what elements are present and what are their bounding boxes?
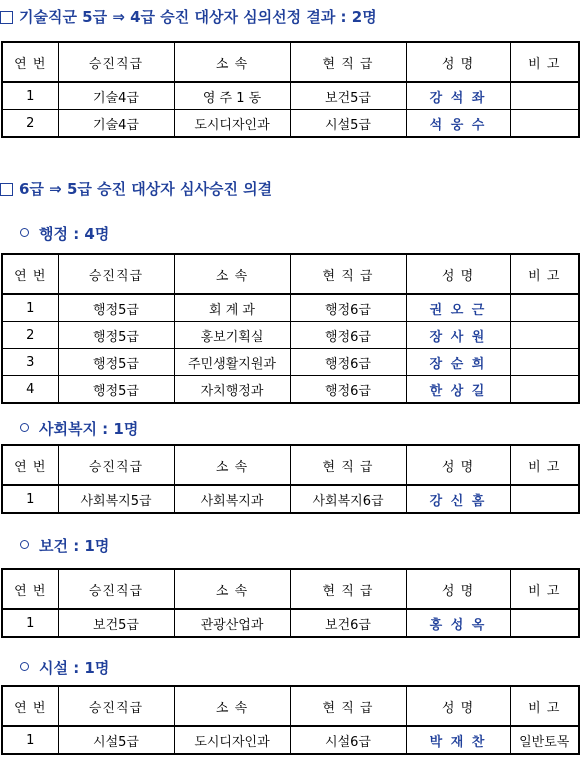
header-row: [2, 569, 579, 609]
col-department-cell: 관광산업과: [174, 609, 290, 637]
col-remarks-header: 비 고: [510, 445, 579, 485]
circle-bullet-icon: [20, 662, 29, 671]
col-current-grade-cell: 행정6급: [290, 294, 406, 322]
col-number-cell: 3: [2, 349, 58, 376]
col-promoted-grade-cell: 행정5급: [58, 349, 174, 376]
col-remarks-header: 비 고: [510, 42, 579, 82]
subsection-welfare-heading: [20, 418, 138, 439]
col-department-header: 소 속: [174, 42, 290, 82]
col-name-cell: 석 웅 수: [406, 110, 510, 138]
table-row: [2, 82, 579, 110]
col-promoted-grade-header: 승진직급: [58, 569, 174, 609]
col-department-header: 소 속: [174, 254, 290, 294]
header-row: [2, 42, 579, 82]
col-number-header: 연 번: [2, 42, 58, 82]
col-promoted-grade-cell: 행정5급: [58, 294, 174, 322]
col-remarks-cell: [510, 322, 579, 349]
section2-title: 6급 ⇒ 5급 승진 대상자 심사승진 의결: [19, 180, 273, 198]
col-current-grade-cell: 행정6급: [290, 376, 406, 404]
col-number-header: 연 번: [2, 254, 58, 294]
col-name-header: 성 명: [406, 686, 510, 726]
col-name-cell: 한 상 길: [406, 376, 510, 404]
subsection-facility-title: 시설 : 1명: [39, 659, 110, 677]
table-tech: [1, 41, 580, 138]
col-department-cell: 자치행정과: [174, 376, 290, 404]
col-number-cell: 1: [2, 609, 58, 637]
col-remarks-cell: 일반토목: [510, 726, 579, 754]
col-current-grade-cell: 보건6급: [290, 609, 406, 637]
col-department-cell: 홍보기획실: [174, 322, 290, 349]
col-promoted-grade-cell: 행정5급: [58, 376, 174, 404]
col-remarks-cell: [510, 485, 579, 513]
col-promoted-grade-header: 승진직급: [58, 445, 174, 485]
subsection-welfare-title: 사회복지 : 1명: [39, 420, 139, 438]
header-row: [2, 254, 579, 294]
col-current-grade-cell: 사회복지6급: [290, 485, 406, 513]
col-name-cell: 장 순 희: [406, 349, 510, 376]
subsection-health-title: 보건 : 1명: [39, 537, 110, 555]
subsection-admin-title: 행정 : 4명: [39, 225, 110, 243]
col-current-grade-header: 현 직 급: [290, 445, 406, 485]
col-name-header: 성 명: [406, 569, 510, 609]
col-number-cell: 2: [2, 322, 58, 349]
circle-bullet-icon: [20, 423, 29, 432]
col-name-header: 성 명: [406, 254, 510, 294]
table-row: [2, 726, 579, 754]
col-remarks-cell: [510, 110, 579, 138]
table-facility: [1, 685, 580, 755]
checkbox-square-icon: [0, 11, 13, 24]
col-number-header: 연 번: [2, 569, 58, 609]
col-department-header: 소 속: [174, 686, 290, 726]
col-current-grade-header: 현 직 급: [290, 42, 406, 82]
col-promoted-grade-header: 승진직급: [58, 686, 174, 726]
checkbox-square-icon: [0, 183, 13, 196]
col-name-cell: 강 신 홈: [406, 485, 510, 513]
table-row: [2, 609, 579, 637]
col-promoted-grade-cell: 시설5급: [58, 726, 174, 754]
col-department-cell: 주민생활지원과: [174, 349, 290, 376]
table-health: [1, 568, 580, 638]
col-name-cell: 홍 성 옥: [406, 609, 510, 637]
col-current-grade-header: 현 직 급: [290, 569, 406, 609]
col-promoted-grade-cell: 기술4급: [58, 110, 174, 138]
header-row: [2, 686, 579, 726]
col-remarks-cell: [510, 349, 579, 376]
col-current-grade-cell: 행정6급: [290, 322, 406, 349]
col-remarks-cell: [510, 294, 579, 322]
table-row: [2, 349, 579, 376]
col-promoted-grade-cell: 기술4급: [58, 82, 174, 110]
circle-bullet-icon: [20, 540, 29, 549]
col-number-cell: 1: [2, 82, 58, 110]
table-admin: [1, 253, 580, 404]
col-number-cell: 1: [2, 294, 58, 322]
col-number-cell: 1: [2, 726, 58, 754]
col-name-cell: 박 재 찬: [406, 726, 510, 754]
col-number-header: 연 번: [2, 445, 58, 485]
col-remarks-cell: [510, 609, 579, 637]
col-name-header: 성 명: [406, 42, 510, 82]
col-promoted-grade-cell: 행정5급: [58, 322, 174, 349]
table-row: [2, 322, 579, 349]
table-row: [2, 110, 579, 138]
col-promoted-grade-cell: 사회복지5급: [58, 485, 174, 513]
col-number-header: 연 번: [2, 686, 58, 726]
col-remarks-cell: [510, 82, 579, 110]
col-name-cell: 권 오 근: [406, 294, 510, 322]
table-welfare: [1, 444, 580, 514]
table-row: [2, 294, 579, 322]
col-promoted-grade-cell: 보건5급: [58, 609, 174, 637]
col-number-cell: 1: [2, 485, 58, 513]
header-row: [2, 445, 579, 485]
col-department-cell: 회 계 과: [174, 294, 290, 322]
col-name-cell: 장 사 원: [406, 322, 510, 349]
section1-heading: [0, 6, 377, 27]
col-remarks-cell: [510, 376, 579, 404]
col-department-cell: 도시디자인과: [174, 110, 290, 138]
col-department-cell: 사회복지과: [174, 485, 290, 513]
col-remarks-header: 비 고: [510, 686, 579, 726]
col-number-cell: 4: [2, 376, 58, 404]
section1-title: 기술직군 5급 ⇒ 4급 승진 대상자 심의선정 결과 : 2명: [19, 8, 377, 26]
col-promoted-grade-header: 승진직급: [58, 42, 174, 82]
circle-bullet-icon: [20, 228, 29, 237]
col-remarks-header: 비 고: [510, 569, 579, 609]
col-current-grade-cell: 행정6급: [290, 349, 406, 376]
col-current-grade-cell: 시설5급: [290, 110, 406, 138]
col-department-header: 소 속: [174, 445, 290, 485]
table-row: [2, 485, 579, 513]
col-promoted-grade-header: 승진직급: [58, 254, 174, 294]
col-current-grade-cell: 보건5급: [290, 82, 406, 110]
table-row: [2, 376, 579, 404]
section2-heading: [0, 178, 272, 199]
col-current-grade-header: 현 직 급: [290, 254, 406, 294]
col-department-header: 소 속: [174, 569, 290, 609]
col-number-cell: 2: [2, 110, 58, 138]
subsection-health-heading: [20, 535, 109, 556]
col-department-cell: 도시디자인과: [174, 726, 290, 754]
col-remarks-header: 비 고: [510, 254, 579, 294]
subsection-facility-heading: [20, 657, 109, 678]
col-name-header: 성 명: [406, 445, 510, 485]
col-current-grade-cell: 시설6급: [290, 726, 406, 754]
col-current-grade-header: 현 직 급: [290, 686, 406, 726]
col-department-cell: 영 주 1 동: [174, 82, 290, 110]
col-name-cell: 강 석 좌: [406, 82, 510, 110]
subsection-admin-heading: [20, 223, 109, 244]
